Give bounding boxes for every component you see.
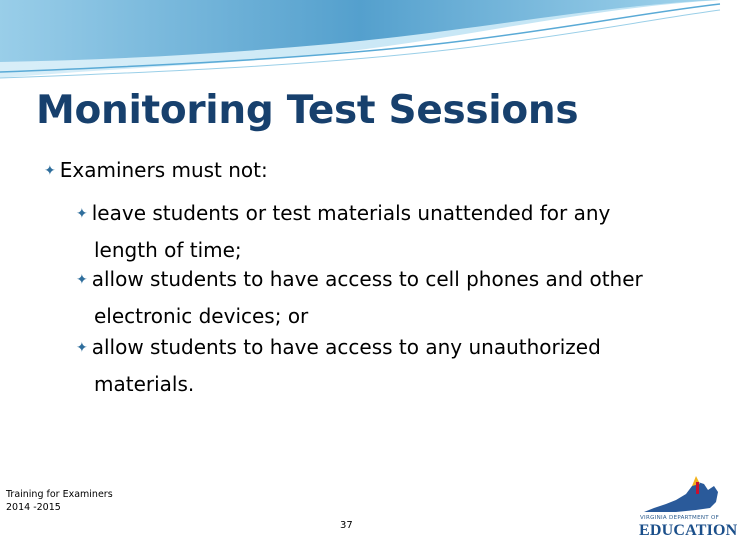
lead-text: Examiners must not: bbox=[59, 158, 268, 182]
bullet-icon: ✦ bbox=[76, 206, 88, 222]
list-item bbox=[76, 330, 676, 401]
slide-title: Monitoring Test Sessions bbox=[36, 88, 579, 133]
bullet-icon: ✦ bbox=[76, 340, 88, 356]
bullet-icon: ✦ bbox=[44, 163, 56, 179]
list-item bbox=[76, 196, 676, 267]
logo-subtitle: VIRGINIA DEPARTMENT OF bbox=[640, 515, 720, 521]
list-item-text: allow students to have access to cell phones and other electronic devices; or bbox=[91, 267, 643, 328]
page-number: 37 bbox=[340, 520, 353, 531]
bullet-icon: ✦ bbox=[76, 272, 88, 288]
list-item-text: leave students or test materials unattended for any length of time; bbox=[91, 201, 611, 262]
logo-wordmark: EDUCATION bbox=[639, 522, 737, 539]
lead-bullet bbox=[44, 158, 268, 182]
list-item-text: allow students to have access to any unauthorized materials. bbox=[91, 335, 601, 396]
footer-caption: Training for Examiners 2014 -2015 bbox=[6, 489, 113, 513]
list-item bbox=[76, 262, 676, 333]
header-swoosh bbox=[0, 0, 720, 90]
